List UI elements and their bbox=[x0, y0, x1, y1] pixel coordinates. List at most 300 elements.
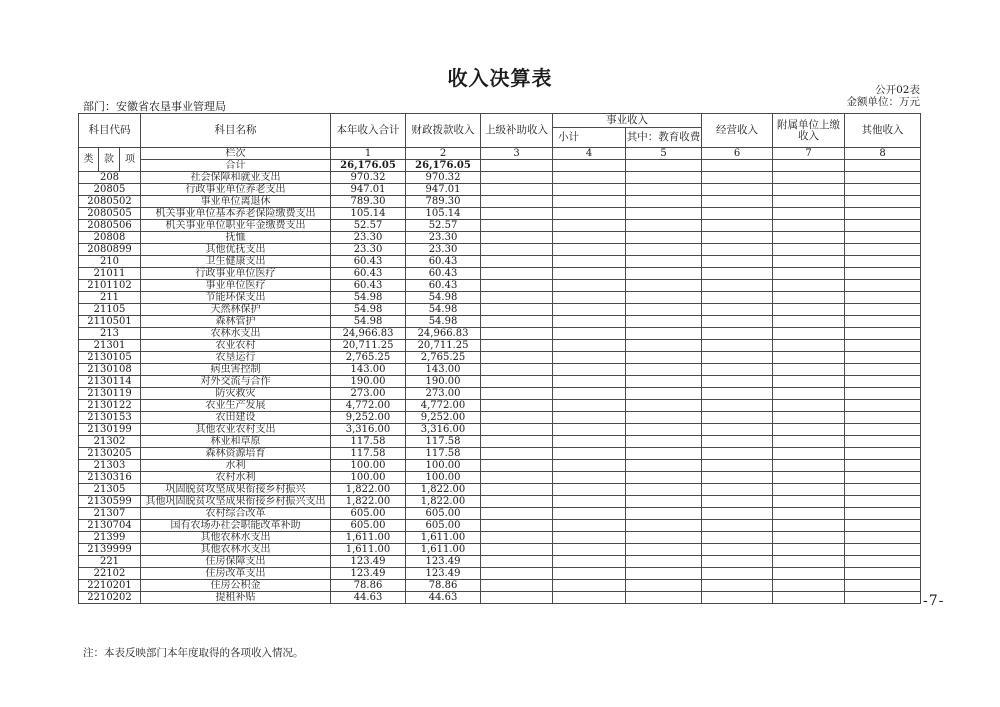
meta-unit: 金额单位：万元 bbox=[846, 95, 920, 108]
value-cell bbox=[553, 352, 626, 364]
value-cell bbox=[702, 472, 773, 484]
subject-code-cell: 2080502 bbox=[79, 196, 141, 208]
value-cell bbox=[626, 436, 702, 448]
table-row bbox=[79, 292, 921, 304]
value-cell bbox=[845, 508, 921, 520]
value-cell bbox=[702, 328, 773, 340]
table-row bbox=[79, 316, 921, 328]
subject-name-cell: 农业农村 bbox=[141, 340, 331, 352]
value-cell bbox=[702, 508, 773, 520]
value-cell bbox=[773, 376, 845, 388]
value-cell bbox=[773, 280, 845, 292]
table-row bbox=[79, 568, 921, 580]
subject-code-cell: 21105 bbox=[79, 304, 141, 316]
meta-table-code: 公开02表 bbox=[875, 84, 920, 96]
subject-name-cell: 其他农业农村支出 bbox=[141, 424, 331, 436]
table-row bbox=[79, 208, 921, 220]
value-cell bbox=[481, 256, 553, 268]
value-cell bbox=[481, 220, 553, 232]
subject-code-cell: 2210202 bbox=[79, 592, 141, 604]
value-cell: 605.00 bbox=[406, 508, 481, 520]
header-col-affiliated: 附属单位上缴收入 bbox=[773, 114, 845, 148]
value-cell bbox=[702, 220, 773, 232]
header-subtotal: 小计 bbox=[553, 128, 626, 148]
value-cell bbox=[702, 520, 773, 532]
value-cell bbox=[553, 196, 626, 208]
subject-code-cell: 2080505 bbox=[79, 208, 141, 220]
value-cell bbox=[845, 328, 921, 340]
value-cell bbox=[845, 472, 921, 484]
subject-code-cell: 20808 bbox=[79, 232, 141, 244]
header-lanci: 栏次 bbox=[141, 148, 331, 160]
value-cell bbox=[702, 580, 773, 592]
value-cell: 100.00 bbox=[406, 460, 481, 472]
value-cell bbox=[553, 580, 626, 592]
subject-code-cell: 2139999 bbox=[79, 544, 141, 556]
value-cell: 123.49 bbox=[331, 568, 406, 580]
table-row bbox=[79, 472, 921, 484]
value-cell bbox=[626, 352, 702, 364]
value-cell bbox=[702, 412, 773, 424]
value-cell bbox=[481, 532, 553, 544]
subject-code-cell: 2130114 bbox=[79, 376, 141, 388]
grand-total-value: 26,176.05 bbox=[406, 160, 481, 172]
value-cell bbox=[481, 484, 553, 496]
value-cell bbox=[845, 184, 921, 196]
value-cell: 4,772.00 bbox=[406, 400, 481, 412]
table-row bbox=[79, 460, 921, 472]
value-cell: 117.58 bbox=[331, 448, 406, 460]
value-cell bbox=[626, 208, 702, 220]
value-cell bbox=[773, 328, 845, 340]
value-cell bbox=[845, 352, 921, 364]
value-cell: 54.98 bbox=[406, 316, 481, 328]
subject-name-cell: 事业单位离退休 bbox=[141, 196, 331, 208]
value-cell: 60.43 bbox=[406, 256, 481, 268]
value-cell bbox=[553, 448, 626, 460]
value-cell bbox=[702, 556, 773, 568]
subject-name-cell: 住房改革支出 bbox=[141, 568, 331, 580]
value-cell bbox=[702, 532, 773, 544]
value-cell bbox=[773, 568, 845, 580]
subject-name-cell: 节能环保支出 bbox=[141, 292, 331, 304]
value-cell bbox=[626, 580, 702, 592]
value-cell bbox=[553, 508, 626, 520]
table-row bbox=[79, 424, 921, 436]
table-row bbox=[79, 448, 921, 460]
value-cell bbox=[481, 400, 553, 412]
value-cell bbox=[773, 544, 845, 556]
value-cell bbox=[773, 496, 845, 508]
value-cell bbox=[702, 400, 773, 412]
grand-total-row bbox=[79, 160, 921, 172]
value-cell bbox=[702, 244, 773, 256]
value-cell bbox=[702, 208, 773, 220]
value-cell: 970.32 bbox=[406, 172, 481, 184]
value-cell bbox=[702, 388, 773, 400]
subject-code-cell: 2080899 bbox=[79, 244, 141, 256]
value-cell bbox=[845, 376, 921, 388]
value-cell bbox=[481, 244, 553, 256]
value-cell bbox=[553, 376, 626, 388]
value-cell: 1,822.00 bbox=[406, 484, 481, 496]
subject-name-cell: 行政事业单位养老支出 bbox=[141, 184, 331, 196]
value-cell: 947.01 bbox=[406, 184, 481, 196]
table-row bbox=[79, 256, 921, 268]
value-cell bbox=[773, 532, 845, 544]
value-cell bbox=[773, 448, 845, 460]
value-cell bbox=[553, 556, 626, 568]
value-cell bbox=[845, 424, 921, 436]
value-cell bbox=[481, 424, 553, 436]
value-cell bbox=[626, 412, 702, 424]
table-row bbox=[79, 400, 921, 412]
value-cell bbox=[626, 316, 702, 328]
value-cell bbox=[845, 496, 921, 508]
value-cell bbox=[702, 448, 773, 460]
value-cell bbox=[845, 544, 921, 556]
value-cell: 1,611.00 bbox=[331, 544, 406, 556]
header-col-fiscal: 财政拨款收入 bbox=[406, 114, 481, 148]
value-cell bbox=[773, 196, 845, 208]
value-cell: 190.00 bbox=[406, 376, 481, 388]
value-cell bbox=[845, 244, 921, 256]
value-cell bbox=[845, 268, 921, 280]
value-cell bbox=[702, 568, 773, 580]
column-number: 4 bbox=[553, 148, 626, 160]
table-row bbox=[79, 388, 921, 400]
value-cell bbox=[773, 232, 845, 244]
subject-name-cell: 巩固脱贫攻坚成果衔接乡村振兴 bbox=[141, 484, 331, 496]
subject-code-cell: 2130704 bbox=[79, 520, 141, 532]
subject-code-cell: 21301 bbox=[79, 340, 141, 352]
subject-name-cell: 森林管护 bbox=[141, 316, 331, 328]
value-cell bbox=[773, 400, 845, 412]
value-cell bbox=[481, 520, 553, 532]
value-cell bbox=[553, 532, 626, 544]
value-cell bbox=[481, 232, 553, 244]
value-cell bbox=[845, 304, 921, 316]
value-cell bbox=[773, 172, 845, 184]
value-cell bbox=[481, 592, 553, 604]
value-cell bbox=[773, 340, 845, 352]
column-number: 1 bbox=[331, 148, 406, 160]
value-cell bbox=[773, 556, 845, 568]
subject-code-cell: 21011 bbox=[79, 268, 141, 280]
value-cell bbox=[481, 268, 553, 280]
value-cell: 105.14 bbox=[406, 208, 481, 220]
value-cell bbox=[481, 568, 553, 580]
value-cell bbox=[626, 472, 702, 484]
value-cell bbox=[845, 460, 921, 472]
value-cell bbox=[553, 184, 626, 196]
value-cell bbox=[553, 484, 626, 496]
subject-name-cell: 森林资源培育 bbox=[141, 448, 331, 460]
value-cell bbox=[845, 532, 921, 544]
grand-total-value bbox=[481, 160, 553, 172]
subject-name-cell: 国有农场办社会职能改革补助 bbox=[141, 520, 331, 532]
subject-name-cell: 对外交流与合作 bbox=[141, 376, 331, 388]
value-cell bbox=[702, 268, 773, 280]
value-cell: 789.30 bbox=[331, 196, 406, 208]
value-cell bbox=[773, 508, 845, 520]
header-class: 类 bbox=[79, 148, 99, 172]
value-cell bbox=[481, 412, 553, 424]
subject-name-cell: 水利 bbox=[141, 460, 331, 472]
page-title: 收入决算表 bbox=[447, 66, 553, 90]
value-cell bbox=[626, 244, 702, 256]
value-cell bbox=[773, 292, 845, 304]
value-cell: 105.14 bbox=[331, 208, 406, 220]
subject-name-cell: 林业和草原 bbox=[141, 436, 331, 448]
value-cell bbox=[481, 508, 553, 520]
subject-name-cell: 其他优抚支出 bbox=[141, 244, 331, 256]
value-cell: 60.43 bbox=[331, 256, 406, 268]
subject-name-cell: 天然林保护 bbox=[141, 304, 331, 316]
value-cell bbox=[773, 436, 845, 448]
value-cell bbox=[553, 232, 626, 244]
value-cell bbox=[773, 220, 845, 232]
value-cell bbox=[553, 388, 626, 400]
value-cell bbox=[626, 220, 702, 232]
grand-total-label: 合计 bbox=[141, 160, 331, 172]
subject-code-cell: 213 bbox=[79, 328, 141, 340]
value-cell bbox=[553, 208, 626, 220]
subject-code-cell: 2130316 bbox=[79, 472, 141, 484]
value-cell bbox=[845, 580, 921, 592]
value-cell bbox=[702, 184, 773, 196]
value-cell bbox=[481, 340, 553, 352]
value-cell: 78.86 bbox=[406, 580, 481, 592]
subject-name-cell: 提租补贴 bbox=[141, 592, 331, 604]
table-row bbox=[79, 436, 921, 448]
subject-name-cell: 农业生产发展 bbox=[141, 400, 331, 412]
table-row bbox=[79, 532, 921, 544]
subject-code-cell: 2130122 bbox=[79, 400, 141, 412]
value-cell: 52.57 bbox=[406, 220, 481, 232]
value-cell bbox=[626, 172, 702, 184]
header-education-fee: 其中：教育收费 bbox=[626, 128, 702, 148]
header-row-numbers bbox=[79, 148, 921, 160]
value-cell bbox=[845, 388, 921, 400]
value-cell bbox=[773, 244, 845, 256]
subject-code-cell: 208 bbox=[79, 172, 141, 184]
value-cell bbox=[773, 592, 845, 604]
subject-code-cell: 2110501 bbox=[79, 316, 141, 328]
value-cell bbox=[845, 196, 921, 208]
table-row bbox=[79, 364, 921, 376]
value-cell bbox=[626, 556, 702, 568]
table-row bbox=[79, 328, 921, 340]
value-cell bbox=[702, 424, 773, 436]
grand-total-value bbox=[553, 160, 626, 172]
value-cell bbox=[773, 268, 845, 280]
value-cell: 273.00 bbox=[331, 388, 406, 400]
value-cell: 60.43 bbox=[406, 280, 481, 292]
header-item: 项 bbox=[120, 148, 141, 172]
value-cell bbox=[626, 484, 702, 496]
table-row bbox=[79, 484, 921, 496]
value-cell bbox=[481, 352, 553, 364]
value-cell bbox=[481, 292, 553, 304]
subject-name-cell: 防灾救灾 bbox=[141, 388, 331, 400]
subject-name-cell: 其他巩固脱贫攻坚成果衔接乡村振兴支出 bbox=[141, 496, 331, 508]
value-cell bbox=[553, 436, 626, 448]
subject-code-cell: 21307 bbox=[79, 508, 141, 520]
grand-total-value bbox=[845, 160, 921, 172]
value-cell bbox=[481, 364, 553, 376]
value-cell: 1,822.00 bbox=[331, 484, 406, 496]
value-cell: 23.30 bbox=[331, 244, 406, 256]
value-cell bbox=[702, 232, 773, 244]
subject-name-cell: 其他农林水支出 bbox=[141, 544, 331, 556]
value-cell bbox=[553, 220, 626, 232]
value-cell bbox=[481, 196, 553, 208]
value-cell bbox=[553, 268, 626, 280]
subject-code-cell: 2130108 bbox=[79, 364, 141, 376]
subject-code-cell: 21302 bbox=[79, 436, 141, 448]
value-cell: 44.63 bbox=[406, 592, 481, 604]
subject-name-cell: 行政事业单位医疗 bbox=[141, 268, 331, 280]
value-cell bbox=[481, 376, 553, 388]
value-cell bbox=[626, 268, 702, 280]
subject-name-cell: 农村水利 bbox=[141, 472, 331, 484]
value-cell bbox=[481, 472, 553, 484]
value-cell bbox=[702, 256, 773, 268]
value-cell bbox=[481, 580, 553, 592]
value-cell bbox=[845, 280, 921, 292]
table-row bbox=[79, 580, 921, 592]
value-cell: 123.49 bbox=[406, 556, 481, 568]
value-cell bbox=[481, 280, 553, 292]
subject-name-cell: 农垦运行 bbox=[141, 352, 331, 364]
subject-code-cell: 2130199 bbox=[79, 424, 141, 436]
value-cell: 9,252.00 bbox=[331, 412, 406, 424]
table-row bbox=[79, 268, 921, 280]
value-cell: 970.32 bbox=[331, 172, 406, 184]
value-cell: 143.00 bbox=[406, 364, 481, 376]
value-cell: 100.00 bbox=[331, 472, 406, 484]
value-cell bbox=[553, 364, 626, 376]
income-table bbox=[78, 113, 921, 604]
value-cell bbox=[626, 508, 702, 520]
value-cell bbox=[553, 280, 626, 292]
value-cell bbox=[481, 328, 553, 340]
value-cell bbox=[626, 232, 702, 244]
value-cell bbox=[845, 568, 921, 580]
value-cell bbox=[845, 364, 921, 376]
value-cell: 123.49 bbox=[331, 556, 406, 568]
subject-code-cell: 21303 bbox=[79, 460, 141, 472]
value-cell bbox=[702, 364, 773, 376]
table-row bbox=[79, 592, 921, 604]
value-cell bbox=[702, 316, 773, 328]
value-cell bbox=[773, 352, 845, 364]
value-cell: 60.43 bbox=[406, 268, 481, 280]
value-cell bbox=[553, 412, 626, 424]
grand-total-value bbox=[773, 160, 845, 172]
value-cell bbox=[702, 280, 773, 292]
value-cell bbox=[626, 376, 702, 388]
value-cell: 190.00 bbox=[331, 376, 406, 388]
column-number: 7 bbox=[773, 148, 845, 160]
footnote: 注：本表反映部门本年度取得的各项收入情况。 bbox=[83, 647, 304, 659]
column-number: 6 bbox=[702, 148, 773, 160]
value-cell bbox=[553, 328, 626, 340]
value-cell: 54.98 bbox=[331, 304, 406, 316]
value-cell bbox=[626, 328, 702, 340]
value-cell bbox=[481, 184, 553, 196]
table-row bbox=[79, 280, 921, 292]
value-cell bbox=[626, 400, 702, 412]
value-cell bbox=[773, 580, 845, 592]
subject-code-cell: 21305 bbox=[79, 484, 141, 496]
subject-name-cell: 农林水支出 bbox=[141, 328, 331, 340]
value-cell bbox=[845, 400, 921, 412]
value-cell bbox=[845, 292, 921, 304]
value-cell bbox=[626, 340, 702, 352]
subject-code-cell: 211 bbox=[79, 292, 141, 304]
subject-name-cell: 机关事业单位职业年金缴费支出 bbox=[141, 220, 331, 232]
value-cell bbox=[626, 532, 702, 544]
table-row bbox=[79, 352, 921, 364]
value-cell bbox=[845, 316, 921, 328]
table-body bbox=[79, 172, 921, 604]
subject-code-cell: 210 bbox=[79, 256, 141, 268]
subject-code-cell: 2130205 bbox=[79, 448, 141, 460]
value-cell bbox=[702, 592, 773, 604]
table-row bbox=[79, 376, 921, 388]
table-row bbox=[79, 508, 921, 520]
value-cell bbox=[481, 556, 553, 568]
subject-code-cell: 21399 bbox=[79, 532, 141, 544]
value-cell bbox=[702, 484, 773, 496]
value-cell bbox=[845, 220, 921, 232]
value-cell bbox=[626, 592, 702, 604]
table-row bbox=[79, 244, 921, 256]
subject-name-cell: 卫生健康支出 bbox=[141, 256, 331, 268]
value-cell: 3,316.00 bbox=[331, 424, 406, 436]
value-cell bbox=[702, 292, 773, 304]
value-cell: 24,966.83 bbox=[406, 328, 481, 340]
value-cell: 78.86 bbox=[331, 580, 406, 592]
value-cell bbox=[845, 448, 921, 460]
value-cell: 789.30 bbox=[406, 196, 481, 208]
value-cell bbox=[481, 448, 553, 460]
value-cell bbox=[553, 172, 626, 184]
value-cell bbox=[845, 172, 921, 184]
header-subject-name: 科目名称 bbox=[141, 114, 331, 148]
value-cell: 23.30 bbox=[406, 244, 481, 256]
value-cell bbox=[773, 388, 845, 400]
value-cell bbox=[626, 448, 702, 460]
table-row bbox=[79, 304, 921, 316]
value-cell: 20,711.25 bbox=[406, 340, 481, 352]
subject-name-cell: 机关事业单位基本养老保险缴费支出 bbox=[141, 208, 331, 220]
value-cell: 23.30 bbox=[406, 232, 481, 244]
value-cell bbox=[626, 496, 702, 508]
value-cell: 117.58 bbox=[331, 436, 406, 448]
table-row bbox=[79, 412, 921, 424]
value-cell: 60.43 bbox=[331, 268, 406, 280]
table-row bbox=[79, 520, 921, 532]
value-cell: 605.00 bbox=[406, 520, 481, 532]
value-cell: 9,252.00 bbox=[406, 412, 481, 424]
value-cell: 4,772.00 bbox=[331, 400, 406, 412]
value-cell: 100.00 bbox=[406, 472, 481, 484]
value-cell bbox=[553, 592, 626, 604]
column-number: 5 bbox=[626, 148, 702, 160]
